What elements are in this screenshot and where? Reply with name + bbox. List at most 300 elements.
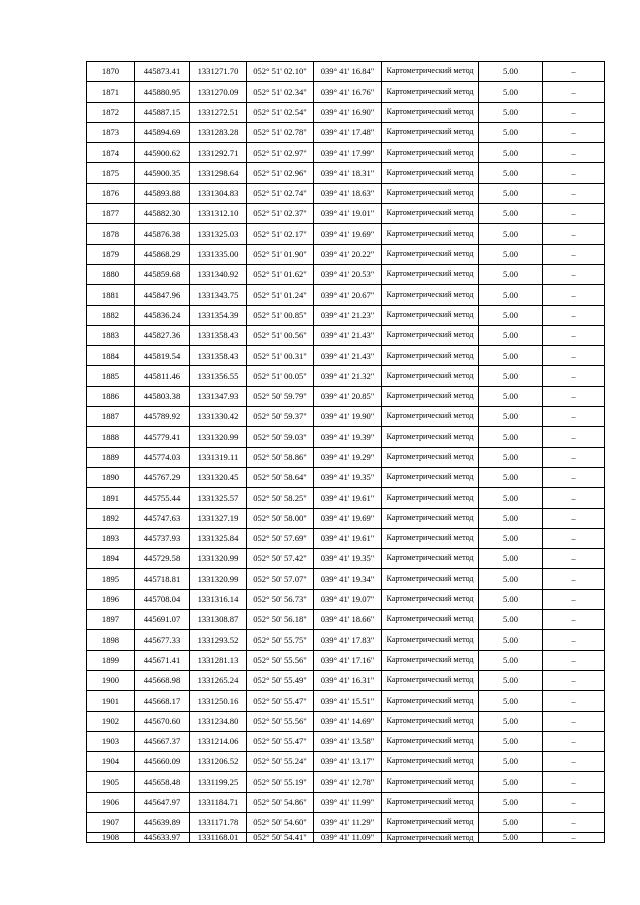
y-coordinate-cell: 1331293.52 [190, 630, 247, 650]
point-number-cell: 1885 [87, 366, 135, 386]
y-coordinate-cell: 1331250.16 [190, 691, 247, 711]
y-coordinate-cell: 1331354.39 [190, 305, 247, 325]
x-coordinate-cell: 445882.30 [135, 204, 190, 224]
note-cell: – [543, 62, 605, 82]
table-row [87, 549, 605, 569]
table-row [87, 143, 605, 163]
note-cell: – [543, 427, 605, 447]
method-cell: Картометрический метод [382, 407, 479, 427]
note-cell: – [543, 610, 605, 630]
table-row [87, 731, 605, 751]
method-cell: Картометрический метод [382, 183, 479, 203]
longitude-cell: 039° 41' 17.48" [314, 122, 382, 142]
latitude-cell: 052° 51' 02.54" [247, 102, 314, 122]
table-row [87, 447, 605, 467]
y-coordinate-cell: 1331171.78 [190, 812, 247, 832]
x-coordinate-cell: 445639.89 [135, 812, 190, 832]
accuracy-cell: 5.00 [479, 264, 543, 284]
method-cell: Картометрический метод [382, 650, 479, 670]
accuracy-cell: 5.00 [479, 62, 543, 82]
y-coordinate-cell: 1331320.99 [190, 569, 247, 589]
table-row [87, 752, 605, 772]
latitude-cell: 052° 51' 02.37" [247, 204, 314, 224]
table-row [87, 102, 605, 122]
longitude-cell: 039° 41' 20.53" [314, 264, 382, 284]
x-coordinate-cell: 445900.62 [135, 143, 190, 163]
table-row [87, 204, 605, 224]
y-coordinate-cell: 1331358.43 [190, 325, 247, 345]
point-number-cell: 1902 [87, 711, 135, 731]
table-row [87, 833, 605, 843]
longitude-cell: 039° 41' 19.61" [314, 488, 382, 508]
point-number-cell: 1871 [87, 82, 135, 102]
method-cell: Картометрический метод [382, 346, 479, 366]
longitude-cell: 039° 41' 12.78" [314, 772, 382, 792]
point-number-cell: 1883 [87, 325, 135, 345]
point-number-cell: 1906 [87, 792, 135, 812]
note-cell: – [543, 122, 605, 142]
y-coordinate-cell: 1331214.06 [190, 731, 247, 751]
method-cell: Картометрический метод [382, 204, 479, 224]
method-cell: Картометрический метод [382, 224, 479, 244]
point-number-cell: 1872 [87, 102, 135, 122]
method-cell: Картометрический метод [382, 589, 479, 609]
table-row [87, 772, 605, 792]
latitude-cell: 052° 51' 01.24" [247, 285, 314, 305]
y-coordinate-cell: 1331325.84 [190, 528, 247, 548]
note-cell: – [543, 752, 605, 772]
point-number-cell: 1907 [87, 812, 135, 832]
longitude-cell: 039° 41' 21.43" [314, 346, 382, 366]
accuracy-cell: 5.00 [479, 508, 543, 528]
x-coordinate-cell: 445819.54 [135, 346, 190, 366]
x-coordinate-cell: 445668.17 [135, 691, 190, 711]
x-coordinate-cell: 445836.24 [135, 305, 190, 325]
table-row [87, 407, 605, 427]
table-row [87, 346, 605, 366]
table-row [87, 163, 605, 183]
accuracy-cell: 5.00 [479, 224, 543, 244]
table-row [87, 569, 605, 589]
latitude-cell: 052° 50' 54.86" [247, 792, 314, 812]
note-cell: – [543, 833, 605, 843]
y-coordinate-cell: 1331281.13 [190, 650, 247, 670]
point-number-cell: 1892 [87, 508, 135, 528]
method-cell: Картометрический метод [382, 812, 479, 832]
y-coordinate-cell: 1331304.83 [190, 183, 247, 203]
note-cell: – [543, 670, 605, 690]
x-coordinate-cell: 445668.98 [135, 670, 190, 690]
longitude-cell: 039° 41' 16.76" [314, 82, 382, 102]
method-cell: Картометрический метод [382, 143, 479, 163]
y-coordinate-cell: 1331298.64 [190, 163, 247, 183]
latitude-cell: 052° 50' 59.79" [247, 386, 314, 406]
x-coordinate-cell: 445747.63 [135, 508, 190, 528]
y-coordinate-cell: 1331358.43 [190, 346, 247, 366]
table-row [87, 610, 605, 630]
table-row [87, 305, 605, 325]
y-coordinate-cell: 1331265.24 [190, 670, 247, 690]
y-coordinate-cell: 1331283.28 [190, 122, 247, 142]
coordinates-table [86, 61, 605, 843]
accuracy-cell: 5.00 [479, 366, 543, 386]
method-cell: Картометрический метод [382, 569, 479, 589]
table-row [87, 691, 605, 711]
point-number-cell: 1903 [87, 731, 135, 751]
longitude-cell: 039° 41' 19.69" [314, 224, 382, 244]
y-coordinate-cell: 1331184.71 [190, 792, 247, 812]
point-number-cell: 1888 [87, 427, 135, 447]
note-cell: – [543, 549, 605, 569]
point-number-cell: 1881 [87, 285, 135, 305]
accuracy-cell: 5.00 [479, 528, 543, 548]
method-cell: Картометрический метод [382, 305, 479, 325]
accuracy-cell: 5.00 [479, 650, 543, 670]
y-coordinate-cell: 1331327.19 [190, 508, 247, 528]
accuracy-cell: 5.00 [479, 204, 543, 224]
latitude-cell: 052° 50' 55.24" [247, 752, 314, 772]
note-cell: – [543, 792, 605, 812]
latitude-cell: 052° 50' 54.60" [247, 812, 314, 832]
x-coordinate-cell: 445691.07 [135, 610, 190, 630]
accuracy-cell: 5.00 [479, 82, 543, 102]
table-row [87, 508, 605, 528]
method-cell: Картометрический метод [382, 325, 479, 345]
table-body [87, 62, 605, 843]
y-coordinate-cell: 1331320.99 [190, 427, 247, 447]
note-cell: – [543, 386, 605, 406]
note-cell: – [543, 407, 605, 427]
y-coordinate-cell: 1331343.75 [190, 285, 247, 305]
x-coordinate-cell: 445729.58 [135, 549, 190, 569]
longitude-cell: 039° 41' 15.51" [314, 691, 382, 711]
latitude-cell: 052° 51' 02.78" [247, 122, 314, 142]
table-row [87, 711, 605, 731]
accuracy-cell: 5.00 [479, 772, 543, 792]
point-number-cell: 1875 [87, 163, 135, 183]
longitude-cell: 039° 41' 19.01" [314, 204, 382, 224]
y-coordinate-cell: 1331325.57 [190, 488, 247, 508]
table-row [87, 122, 605, 142]
table-row [87, 650, 605, 670]
accuracy-cell: 5.00 [479, 346, 543, 366]
note-cell: – [543, 488, 605, 508]
table-row [87, 528, 605, 548]
point-number-cell: 1904 [87, 752, 135, 772]
longitude-cell: 039° 41' 19.34" [314, 569, 382, 589]
accuracy-cell: 5.00 [479, 630, 543, 650]
method-cell: Картометрический метод [382, 427, 479, 447]
point-number-cell: 1884 [87, 346, 135, 366]
x-coordinate-cell: 445755.44 [135, 488, 190, 508]
y-coordinate-cell: 1331316.14 [190, 589, 247, 609]
y-coordinate-cell: 1331356.55 [190, 366, 247, 386]
method-cell: Картометрический метод [382, 508, 479, 528]
longitude-cell: 039° 41' 19.29" [314, 447, 382, 467]
y-coordinate-cell: 1331199.25 [190, 772, 247, 792]
accuracy-cell: 5.00 [479, 670, 543, 690]
x-coordinate-cell: 445868.29 [135, 244, 190, 264]
latitude-cell: 052° 51' 00.56" [247, 325, 314, 345]
note-cell: – [543, 630, 605, 650]
latitude-cell: 052° 51' 02.10" [247, 62, 314, 82]
accuracy-cell: 5.00 [479, 569, 543, 589]
table-row [87, 285, 605, 305]
latitude-cell: 052° 50' 59.37" [247, 407, 314, 427]
y-coordinate-cell: 1331325.03 [190, 224, 247, 244]
latitude-cell: 052° 50' 57.42" [247, 549, 314, 569]
longitude-cell: 039° 41' 19.35" [314, 467, 382, 487]
latitude-cell: 052° 50' 58.86" [247, 447, 314, 467]
latitude-cell: 052° 50' 58.64" [247, 467, 314, 487]
longitude-cell: 039° 41' 14.69" [314, 711, 382, 731]
latitude-cell: 052° 50' 55.47" [247, 731, 314, 751]
point-number-cell: 1878 [87, 224, 135, 244]
method-cell: Картометрический метод [382, 711, 479, 731]
note-cell: – [543, 812, 605, 832]
x-coordinate-cell: 445677.33 [135, 630, 190, 650]
longitude-cell: 039° 41' 11.09" [314, 833, 382, 843]
latitude-cell: 052° 50' 58.00" [247, 508, 314, 528]
point-number-cell: 1873 [87, 122, 135, 142]
latitude-cell: 052° 50' 55.49" [247, 670, 314, 690]
method-cell: Картометрический метод [382, 772, 479, 792]
x-coordinate-cell: 445876.38 [135, 224, 190, 244]
longitude-cell: 039° 41' 17.16" [314, 650, 382, 670]
longitude-cell: 039° 41' 20.85" [314, 386, 382, 406]
latitude-cell: 052° 51' 00.05" [247, 366, 314, 386]
longitude-cell: 039° 41' 19.39" [314, 427, 382, 447]
longitude-cell: 039° 41' 11.29" [314, 812, 382, 832]
x-coordinate-cell: 445779.41 [135, 427, 190, 447]
x-coordinate-cell: 445893.88 [135, 183, 190, 203]
point-number-cell: 1874 [87, 143, 135, 163]
note-cell: – [543, 691, 605, 711]
note-cell: – [543, 731, 605, 751]
accuracy-cell: 5.00 [479, 833, 543, 843]
accuracy-cell: 5.00 [479, 610, 543, 630]
note-cell: – [543, 569, 605, 589]
point-number-cell: 1882 [87, 305, 135, 325]
point-number-cell: 1880 [87, 264, 135, 284]
x-coordinate-cell: 445671.41 [135, 650, 190, 670]
y-coordinate-cell: 1331347.93 [190, 386, 247, 406]
latitude-cell: 052° 50' 57.69" [247, 528, 314, 548]
accuracy-cell: 5.00 [479, 812, 543, 832]
y-coordinate-cell: 1331168.01 [190, 833, 247, 843]
table-row [87, 62, 605, 82]
method-cell: Картометрический метод [382, 610, 479, 630]
point-number-cell: 1905 [87, 772, 135, 792]
longitude-cell: 039° 41' 21.23" [314, 305, 382, 325]
y-coordinate-cell: 1331234.80 [190, 711, 247, 731]
x-coordinate-cell: 445847.96 [135, 285, 190, 305]
accuracy-cell: 5.00 [479, 305, 543, 325]
y-coordinate-cell: 1331272.51 [190, 102, 247, 122]
point-number-cell: 1879 [87, 244, 135, 264]
method-cell: Картометрический метод [382, 244, 479, 264]
method-cell: Картометрический метод [382, 122, 479, 142]
point-number-cell: 1895 [87, 569, 135, 589]
x-coordinate-cell: 445900.35 [135, 163, 190, 183]
y-coordinate-cell: 1331292.71 [190, 143, 247, 163]
latitude-cell: 052° 51' 02.97" [247, 143, 314, 163]
method-cell: Картометрический метод [382, 528, 479, 548]
note-cell: – [543, 224, 605, 244]
table-row [87, 386, 605, 406]
x-coordinate-cell: 445827.36 [135, 325, 190, 345]
accuracy-cell: 5.00 [479, 549, 543, 569]
point-number-cell: 1886 [87, 386, 135, 406]
latitude-cell: 052° 50' 56.18" [247, 610, 314, 630]
x-coordinate-cell: 445803.38 [135, 386, 190, 406]
x-coordinate-cell: 445880.95 [135, 82, 190, 102]
longitude-cell: 039° 41' 17.99" [314, 143, 382, 163]
x-coordinate-cell: 445708.04 [135, 589, 190, 609]
longitude-cell: 039° 41' 20.67" [314, 285, 382, 305]
point-number-cell: 1893 [87, 528, 135, 548]
latitude-cell: 052° 50' 55.75" [247, 630, 314, 650]
longitude-cell: 039° 41' 13.58" [314, 731, 382, 751]
accuracy-cell: 5.00 [479, 467, 543, 487]
y-coordinate-cell: 1331271.70 [190, 62, 247, 82]
x-coordinate-cell: 445647.97 [135, 792, 190, 812]
method-cell: Картометрический метод [382, 366, 479, 386]
note-cell: – [543, 325, 605, 345]
accuracy-cell: 5.00 [479, 102, 543, 122]
point-number-cell: 1876 [87, 183, 135, 203]
accuracy-cell: 5.00 [479, 183, 543, 203]
longitude-cell: 039° 41' 11.99" [314, 792, 382, 812]
table-row [87, 264, 605, 284]
note-cell: – [543, 82, 605, 102]
method-cell: Картометрический метод [382, 792, 479, 812]
longitude-cell: 039° 41' 19.90" [314, 407, 382, 427]
method-cell: Картометрический метод [382, 467, 479, 487]
accuracy-cell: 5.00 [479, 163, 543, 183]
latitude-cell: 052° 50' 55.19" [247, 772, 314, 792]
longitude-cell: 039° 41' 19.35" [314, 549, 382, 569]
x-coordinate-cell: 445660.09 [135, 752, 190, 772]
y-coordinate-cell: 1331206.52 [190, 752, 247, 772]
point-number-cell: 1901 [87, 691, 135, 711]
x-coordinate-cell: 445774.03 [135, 447, 190, 467]
note-cell: – [543, 143, 605, 163]
method-cell: Картометрический метод [382, 670, 479, 690]
note-cell: – [543, 204, 605, 224]
x-coordinate-cell: 445811.46 [135, 366, 190, 386]
note-cell: – [543, 346, 605, 366]
longitude-cell: 039° 41' 18.31" [314, 163, 382, 183]
table-row [87, 427, 605, 447]
method-cell: Картометрический метод [382, 386, 479, 406]
longitude-cell: 039° 41' 19.61" [314, 528, 382, 548]
latitude-cell: 052° 50' 56.73" [247, 589, 314, 609]
longitude-cell: 039° 41' 19.07" [314, 589, 382, 609]
latitude-cell: 052° 51' 02.34" [247, 82, 314, 102]
method-cell: Картометрический метод [382, 731, 479, 751]
accuracy-cell: 5.00 [479, 244, 543, 264]
accuracy-cell: 5.00 [479, 325, 543, 345]
accuracy-cell: 5.00 [479, 427, 543, 447]
note-cell: – [543, 508, 605, 528]
longitude-cell: 039° 41' 18.66" [314, 610, 382, 630]
accuracy-cell: 5.00 [479, 792, 543, 812]
y-coordinate-cell: 1331312.10 [190, 204, 247, 224]
table-row [87, 812, 605, 832]
point-number-cell: 1891 [87, 488, 135, 508]
accuracy-cell: 5.00 [479, 386, 543, 406]
method-cell: Картометрический метод [382, 163, 479, 183]
longitude-cell: 039° 41' 21.32" [314, 366, 382, 386]
x-coordinate-cell: 445873.41 [135, 62, 190, 82]
latitude-cell: 052° 50' 55.56" [247, 711, 314, 731]
point-number-cell: 1908 [87, 833, 135, 843]
x-coordinate-cell: 445658.48 [135, 772, 190, 792]
x-coordinate-cell: 445667.37 [135, 731, 190, 751]
table-row [87, 82, 605, 102]
note-cell: – [543, 772, 605, 792]
note-cell: – [543, 183, 605, 203]
accuracy-cell: 5.00 [479, 447, 543, 467]
method-cell: Картометрический метод [382, 264, 479, 284]
accuracy-cell: 5.00 [479, 122, 543, 142]
point-number-cell: 1900 [87, 670, 135, 690]
method-cell: Картометрический метод [382, 752, 479, 772]
method-cell: Картометрический метод [382, 833, 479, 843]
x-coordinate-cell: 445670.60 [135, 711, 190, 731]
table-row [87, 183, 605, 203]
longitude-cell: 039° 41' 20.22" [314, 244, 382, 264]
latitude-cell: 052° 51' 02.17" [247, 224, 314, 244]
table-row [87, 792, 605, 812]
accuracy-cell: 5.00 [479, 752, 543, 772]
point-number-cell: 1894 [87, 549, 135, 569]
accuracy-cell: 5.00 [479, 731, 543, 751]
method-cell: Картометрический метод [382, 630, 479, 650]
table-row [87, 325, 605, 345]
table-row [87, 630, 605, 650]
method-cell: Картометрический метод [382, 62, 479, 82]
table-row [87, 224, 605, 244]
method-cell: Картометрический метод [382, 488, 479, 508]
y-coordinate-cell: 1331340.92 [190, 264, 247, 284]
latitude-cell: 052° 50' 59.03" [247, 427, 314, 447]
y-coordinate-cell: 1331320.99 [190, 549, 247, 569]
y-coordinate-cell: 1331270.09 [190, 82, 247, 102]
y-coordinate-cell: 1331320.45 [190, 467, 247, 487]
note-cell: – [543, 244, 605, 264]
method-cell: Картометрический метод [382, 285, 479, 305]
table-row [87, 670, 605, 690]
y-coordinate-cell: 1331308.87 [190, 610, 247, 630]
latitude-cell: 052° 50' 55.47" [247, 691, 314, 711]
longitude-cell: 039° 41' 17.83" [314, 630, 382, 650]
y-coordinate-cell: 1331330.42 [190, 407, 247, 427]
point-number-cell: 1889 [87, 447, 135, 467]
accuracy-cell: 5.00 [479, 285, 543, 305]
x-coordinate-cell: 445633.97 [135, 833, 190, 843]
point-number-cell: 1899 [87, 650, 135, 670]
latitude-cell: 052° 51' 00.31" [247, 346, 314, 366]
accuracy-cell: 5.00 [479, 691, 543, 711]
table-row [87, 488, 605, 508]
x-coordinate-cell: 445737.93 [135, 528, 190, 548]
note-cell: – [543, 102, 605, 122]
point-number-cell: 1870 [87, 62, 135, 82]
note-cell: – [543, 467, 605, 487]
accuracy-cell: 5.00 [479, 711, 543, 731]
